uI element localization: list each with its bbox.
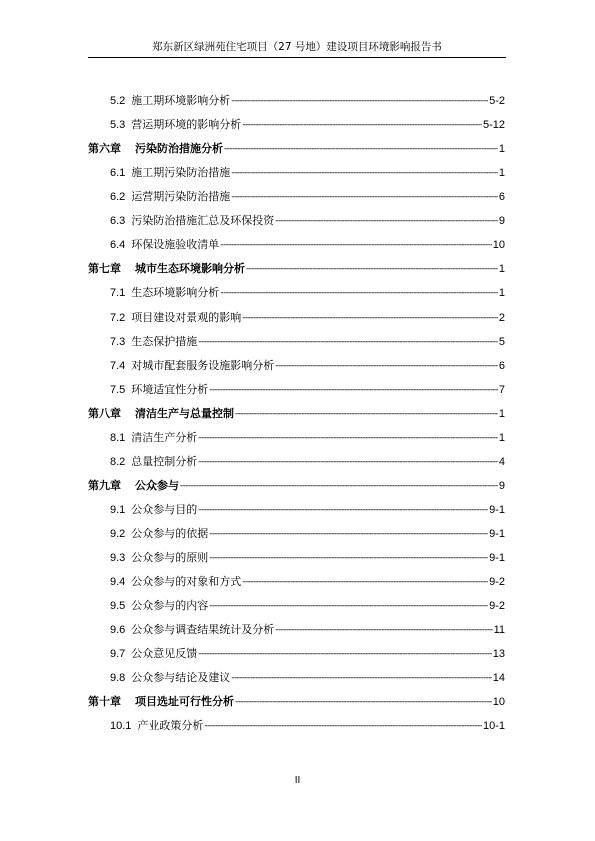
toc-entry-page: 5-2	[489, 95, 505, 107]
toc-chapter-entry[interactable]	[88, 141, 505, 157]
toc-entry-page: 5	[498, 335, 505, 348]
toc-entry-label	[110, 358, 274, 374]
toc-entry-page: 1	[498, 263, 505, 276]
toc-section-entry[interactable]	[110, 574, 505, 590]
toc-entry-page: 11	[493, 624, 505, 637]
toc-entry-label	[110, 430, 197, 446]
toc-entry-title: 施工期环境影响分析	[131, 94, 231, 107]
toc-section-entry[interactable]	[110, 334, 505, 350]
toc-entry-number: 8.1	[110, 431, 126, 444]
toc-dot-leader	[209, 550, 488, 566]
toc-entry-title: 公众参与的依据	[131, 526, 209, 540]
toc-entry-title: 污染防治措施汇总及环保投资	[131, 214, 275, 228]
toc-section-entry[interactable]	[110, 646, 505, 662]
toc-entry-page: 9-1	[489, 503, 505, 516]
toc-entry-title: 公众参与的原则	[131, 551, 209, 564]
toc-entry-title: 公众参与结论及建议	[131, 671, 231, 685]
toc-entry-label	[110, 285, 219, 301]
toc-entry-page: 6	[498, 191, 505, 204]
toc-entry-page: 9	[498, 479, 505, 492]
toc-dot-leader	[231, 165, 498, 181]
toc-dot-leader	[220, 237, 491, 253]
toc-section-entry[interactable]	[110, 526, 505, 542]
toc-entry-number: 6.2	[110, 191, 126, 204]
toc-dot-leader	[220, 285, 498, 301]
toc-entry-page: 10-1	[482, 720, 505, 733]
toc-section-entry[interactable]	[110, 165, 505, 181]
toc-entry-label	[110, 718, 203, 734]
toc-entry-number: 6.4	[110, 239, 126, 252]
toc-entry-page: 1	[498, 287, 505, 300]
toc-dot-leader	[231, 670, 491, 686]
toc-entry-page: 6	[498, 359, 505, 372]
toc-entry-number: 5.3	[110, 119, 126, 131]
toc-section-entry[interactable]	[110, 430, 505, 446]
toc-section-entry[interactable]	[110, 213, 505, 229]
toc-entry-page: 14	[492, 672, 505, 685]
toc-entry-label	[110, 382, 208, 398]
toc-section-entry[interactable]	[110, 189, 505, 205]
toc-entry-title: 项目选址可行性分析	[135, 695, 234, 709]
toc-entry-title: 对城市配套服务设施影响分析	[131, 358, 275, 372]
toc-entry-number: 第七章	[88, 262, 121, 276]
toc-chapter-entry[interactable]	[88, 406, 505, 422]
toc-entry-number: 第九章	[88, 478, 121, 492]
toc-section-entry[interactable]	[110, 598, 505, 614]
toc-entry-title: 生态环境影响分析	[131, 286, 220, 300]
toc-entry-label	[88, 261, 245, 277]
toc-entry-title: 清洁生产与总量控制	[135, 406, 234, 420]
toc-dot-leader	[275, 622, 492, 638]
toc-entry-title: 项目建设对景观的影响	[131, 310, 242, 324]
toc-entry-label	[110, 646, 197, 662]
toc-entry-label	[110, 93, 230, 109]
toc-dot-leader	[209, 382, 498, 398]
running-header: 郑东新区绿洲苑住宅项目（27 号地）建设项目环境影响报告书	[152, 41, 442, 53]
toc-dot-leader	[231, 189, 498, 205]
toc-entry-label	[88, 694, 234, 710]
toc-entry-page: 13	[492, 648, 505, 661]
toc-section-entry[interactable]	[110, 502, 505, 518]
toc-dot-leader	[198, 334, 498, 350]
toc-dot-leader	[275, 213, 498, 229]
toc-entry-number: 6.1	[110, 167, 126, 180]
toc-entry-title: 环保设施验收清单	[131, 238, 220, 252]
toc-entry-title: 环境适宜性分析	[131, 382, 209, 396]
toc-chapter-entry[interactable]	[88, 261, 505, 277]
toc-entry-label	[110, 526, 208, 542]
toc-entry-number: 8.2	[110, 455, 126, 468]
toc-entry-title: 营运期环境的影响分析	[131, 118, 242, 131]
toc-entry-number: 5.2	[110, 95, 126, 107]
toc-entry-title: 污染防治措施分析	[135, 142, 223, 156]
toc-entry-label	[110, 550, 208, 566]
toc-dot-leader	[198, 430, 498, 446]
toc-dot-leader	[209, 598, 488, 614]
toc-dot-leader	[242, 574, 488, 590]
toc-entry-label	[110, 213, 274, 229]
toc-entry-title: 城市生态环境影响分析	[135, 262, 245, 276]
toc-entry-label	[88, 406, 234, 422]
page-number: II	[294, 775, 301, 786]
toc-section-entry[interactable]	[110, 237, 505, 253]
toc-entry-label	[110, 670, 230, 686]
toc-dot-leader	[242, 310, 498, 326]
toc-entry-page: 4	[498, 455, 505, 468]
toc-dot-leader	[198, 454, 498, 470]
toc-entry-title: 总量控制分析	[131, 454, 198, 468]
toc-chapter-entry[interactable]	[88, 694, 505, 710]
toc-entry-page: 9-1	[489, 552, 505, 564]
toc-entry-number: 7.5	[110, 383, 126, 396]
toc-entry-page: 7	[498, 383, 505, 396]
toc-entry-number: 7.3	[110, 335, 126, 348]
toc-dot-leader	[198, 502, 488, 518]
toc-section-entry[interactable]	[110, 718, 505, 734]
toc-entry-label	[110, 117, 241, 133]
toc-entry-page: 2	[498, 311, 505, 324]
toc-dot-leader	[235, 694, 492, 710]
toc-dot-leader	[242, 117, 482, 133]
toc-entry-page: 10	[492, 239, 505, 252]
toc-dot-leader	[246, 261, 498, 277]
toc-entry-label	[110, 334, 197, 350]
toc-section-entry[interactable]	[110, 454, 505, 470]
toc-section-entry[interactable]	[110, 117, 505, 133]
toc-entry-page: 10	[492, 696, 505, 709]
toc-entry-title: 公众参与调查结果统计及分析	[131, 623, 275, 637]
toc-entry-title: 公众意见反馈	[131, 647, 198, 661]
toc-dot-leader	[235, 406, 498, 422]
toc-section-entry[interactable]	[110, 670, 505, 686]
toc-entry-number: 9.8	[110, 672, 126, 685]
toc-section-entry[interactable]	[110, 93, 505, 109]
toc-entry-page: 1	[498, 143, 505, 156]
toc-dot-leader	[275, 358, 498, 374]
toc-entry-number: 7.2	[110, 311, 126, 324]
toc-entry-page: 1	[498, 431, 505, 444]
toc-chapter-entry[interactable]	[88, 478, 505, 494]
toc-entry-page: 5-12	[482, 119, 505, 131]
toc-entry-label	[110, 622, 274, 638]
toc-entry-title: 公众参与的对象和方式	[131, 575, 242, 588]
toc-section-entry[interactable]	[110, 622, 505, 638]
toc-entry-label	[110, 502, 197, 518]
toc-entry-title: 运营期污染防治措施	[131, 190, 231, 204]
toc-entry-label	[88, 478, 179, 494]
toc-dot-leader	[231, 93, 488, 109]
toc-entry-number: 第十章	[88, 695, 121, 709]
toc-section-entry[interactable]	[110, 382, 505, 398]
toc-entry-label	[110, 310, 241, 326]
toc-entry-title: 生态保护措施	[131, 334, 198, 348]
toc-entry-title: 施工期污染防治措施	[131, 166, 231, 180]
toc-dot-leader	[204, 718, 482, 734]
toc-entry-number: 9.5	[110, 600, 126, 612]
toc-entry-label	[110, 189, 230, 205]
toc-section-entry[interactable]	[110, 358, 505, 374]
toc-entry-title: 公众参与的内容	[131, 599, 209, 612]
toc-entry-title: 公众参与目的	[131, 502, 198, 516]
toc-entry-label	[110, 574, 241, 590]
toc-entry-number: 第八章	[88, 406, 121, 420]
toc-section-entry[interactable]	[110, 310, 505, 326]
toc-entry-title: 产业政策分析	[137, 719, 204, 733]
toc-entry-page: 1	[498, 167, 505, 180]
toc-entry-number: 9.2	[110, 527, 126, 540]
toc-entry-number: 9.7	[110, 648, 126, 661]
toc-entry-number: 9.3	[110, 552, 126, 564]
toc-dot-leader	[180, 478, 498, 494]
toc-entry-page: 9	[498, 215, 505, 228]
toc-entry-title: 公众参与	[135, 478, 179, 492]
toc-entry-number: 9.6	[110, 624, 126, 637]
toc-section-entry[interactable]	[110, 550, 505, 566]
toc-entry-label	[88, 141, 223, 157]
toc-entry-number: 6.3	[110, 215, 126, 228]
toc-section-entry[interactable]	[110, 285, 505, 301]
toc-entry-page: 1	[498, 407, 505, 420]
toc-entry-number: 9.1	[110, 503, 126, 516]
toc-entry-title: 清洁生产分析	[131, 430, 198, 444]
toc-entry-number: 9.4	[110, 576, 126, 588]
toc-entry-label	[110, 237, 219, 253]
toc-dot-leader	[198, 646, 491, 662]
toc-entry-number: 7.4	[110, 359, 126, 372]
toc-entry-page: 9-2	[489, 576, 505, 588]
toc-entry-page: 9-2	[489, 600, 505, 612]
toc-entry-number: 7.1	[110, 287, 126, 300]
toc-dot-leader	[209, 526, 488, 542]
toc-entry-label	[110, 454, 197, 470]
toc-dot-leader	[224, 141, 498, 157]
toc-entry-page: 9-1	[489, 527, 505, 540]
toc-entry-label	[110, 598, 208, 614]
toc-entry-label	[110, 165, 230, 181]
toc-entry-number: 10.1	[110, 720, 132, 733]
toc-entry-number: 第六章	[88, 142, 121, 156]
